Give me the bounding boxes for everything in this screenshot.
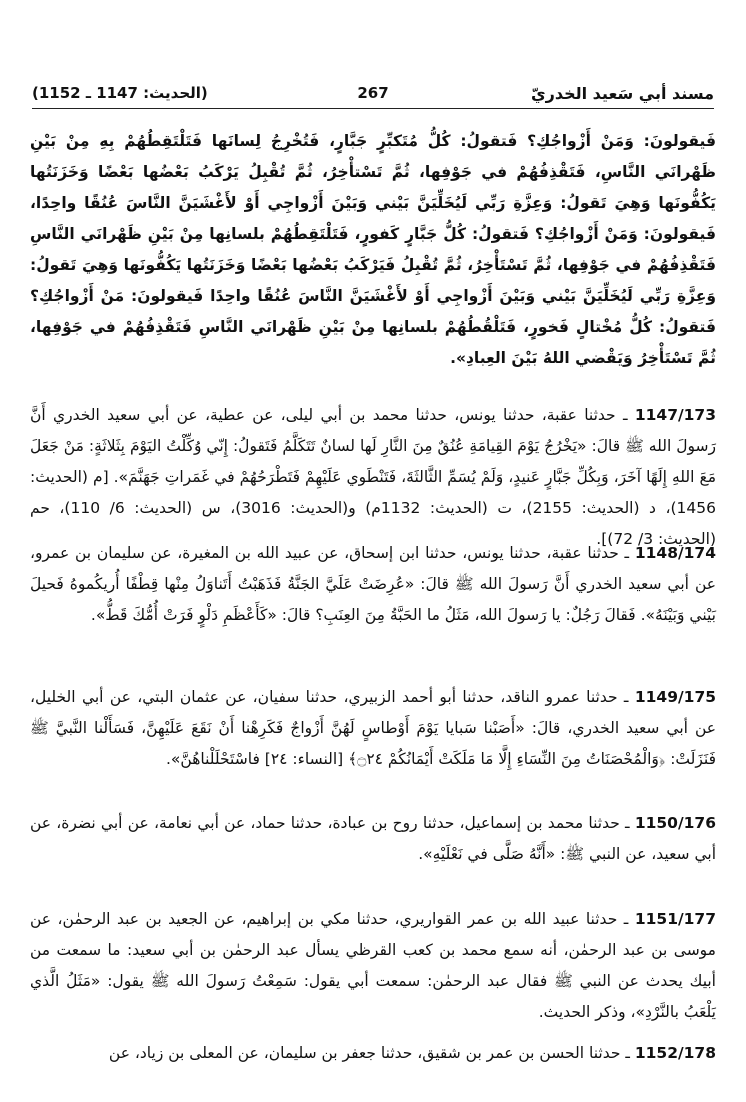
hadith-number: 1148/174 — [634, 544, 716, 562]
hadith-number: 1147/173 — [634, 406, 716, 424]
paragraph-text: ـ حدثنا الحسن بن عمر بن شقيق، حدثنا جعفر بن سليمان، عن المعلى بن زياد، عن — [108, 1044, 630, 1062]
paragraph-text: ـ حدثنا عمرو الناقد، حدثنا أبو أحمد الزبيري، حدثنا سفيان، عن عثمان البتي، عن أبي الخليل، عن أبي سعيد الخدري، قالَ: «أَصَبْنا سَبايا يَوْمَ أَوْطاسٍ لَهُنَّ أَزْواجٌ فَكَرِهْنا أَنْ نَقَعَ عَلَيْهِنَّ، فَسَأَلْنا النَّبيَّ ﷺ فَنَزَلَتْ: ﴿وَالْمُحْصَنَاتُ مِنَ النِّسَاءِ إِلَّا مَا مَلَكَتْ أَيْمَانُكُمْ ۝٢٤﴾ [النساء: ٢٤] فاسْتَحْلَلْناهُنَّ». — [30, 688, 716, 768]
hadith-1152 — [30, 1038, 716, 1069]
paragraph-text: ـ حدثنا محمد بن إسماعيل، حدثنا روح بن عبادة، حدثنا حماد، عن أبي نعامة، عن أبي نضرة، عن أبي سعيد، عن النبي ﷺ: «أَنَّهُ صَلَّى في نَعْلَيْهِ». — [30, 814, 716, 863]
hadith-1148 — [30, 538, 716, 631]
book-title: مسند أبي سَعيد الخدريّ — [530, 84, 714, 103]
hadith-number: 1149/175 — [634, 688, 717, 706]
hadith-1147 — [30, 400, 716, 555]
page-number: 267 — [357, 84, 389, 102]
hadith-number: 1150/176 — [634, 814, 716, 832]
hadith-range: (الحديث: 1147 ـ 1152) — [32, 84, 208, 102]
paragraph-text: ـ حدثنا عقبة، حدثنا يونس، حدثنا محمد بن أبي ليلى، عن عطية، عن أبي سعيد الخدري أَنَّ رَسولَ الله ﷺ قالَ: «يَخْرُجُ يَوْمَ القِيامَةِ عُنُقٌ مِنَ النَّارِ لَها لسانٌ تَتَكَلَّمُ فَتَقولُ: إِنّي وُكِّلْتُ اليَوْمَ بِثَلاثَةٍ: مَنْ جَعَلَ مَعَ اللهِ إِلَهًا آخَرَ، وَبِكُلِّ جَبَّارٍ عَنيدٍ، وَلَمْ يُسَمِّ الثَّالثَةَ، فَتَنْطَوي عَلَيْهِمْ فَتَطْرَحُهُمْ في غَمَراتِ جَهَنَّمَ». [م (الحديث: 1456)، د (الحديث: 2155)، ت (الحديث: 1132م) و(الحديث: 3016)، س (الحديث: 6/ 110)، حم (الحديث: 3/ 72)]. — [30, 406, 716, 548]
paragraph-text: فَيقولونَ: وَمَنْ أَزْواجُكِ؟ فَتقولُ: كُلُّ مُتَكبِّرٍ جَبَّارٍ، فَتُخْرِجُ لِسانَها فَتَلْتَقِطُهُمْ بِهِ مِنْ بَيْنِ ظَهْرانَي النَّاسِ، فَتَقْذِفُهُمْ في جَوْفِها، ثُمَّ تَسْتأْخِرُ، ثُمَّ تُقْبِلُ يَرْكَبُ بَعْضُها بَعْضًا وَخَزَنَتُها يَكُفُّونَها وَهِيَ تَقولُ: وَعِزَّةِ رَبِّي لَيُخَلِّيَنَّ بَيْني وَبَيْنَ أَزْواجِي أَوْ لأَغْشَيَنَّ النَّاسَ عُنُقًا واحِدًا، فَيقولونَ: وَمَنْ أَزْواجُكِ؟ فَتقولُ: كُلُّ جَبَّارٍ كَفورٍ، فَتَلْتَقِطُهُمْ بلسانِها مِنْ بَيْنِ ظَهْرانَي النَّاسِ فَتَقْذِفُهُمْ في جَوْفِها، ثُمَّ تَسْتَأْخِرُ، ثُمَّ تُقْبِلُ فَيَرْكَبُ بَعْضُها بَعْضًا وَخَزَنَتُها يَكُفُّونَها وَهِيَ تَقولُ: وَعِزَّةِ رَبِّي لَيُخَلِّيَنَّ بَيْني وَبَيْنَ أَزْواجِي أَوْ لأَغْشَيَنَّ النَّاسَ عُنُقًا واحِدًا فَيقولونَ: مَنْ أَزْواجُكِ؟ فَتقولُ: كُلُّ مُخْتالٍ فَخورٍ، فَتَلْقُطُهُمْ بلسانِها مِنْ بَيْنِ ظَهْرانَي النَّاسِ فَتَقْذِفُهُمْ في جَوْفِها، ثُمَّ تَسْتَأْخِرُ وَيَقْضي اللهُ بَيْنَ العِبادِ». — [30, 132, 716, 367]
hadith-1151 — [30, 904, 716, 1028]
paragraph-text: ـ حدثنا عقبة، حدثنا يونس، حدثنا ابن إسحاق، عن عبيد الله بن المغيرة، عن سليمان بن عمرو، عن أبي سعيد الخدري أَنَّ رَسولَ الله ﷺ قالَ: «عُرِضَتْ عَلَيَّ الجَنَّةُ فَذَهَبْتُ أَتَناوَلُ مِنْها قِطْفًا أُريكُموهُ فَحيلَ بَيْني وَبَيْنَهُ». فَقالَ رَجُلٌ: يا رَسولَ الله، مَثَلُ ما الحَبَّةُ مِنَ العِنَبِ؟ قالَ: «كَأَعْظَمِ دَلْوٍ فَرَتْ أُمُّكَ قَطُّ». — [30, 544, 716, 624]
hadith-number: 1152/178 — [634, 1044, 716, 1062]
hadith-1150 — [30, 808, 716, 870]
paragraph-text: ـ حدثنا عبيد الله بن عمر القواريري، حدثنا مكي بن إبراهيم، عن الجعيد بن عبد الرحمٰن، عن موسى بن عبد الرحمٰن، أنه سمع محمد بن كعب القرظي يسأل عبد الرحمٰن بن أبي سعيد: ما سمعت من أبيك يحدث عن النبي ﷺ فقال عبد الرحمٰن: سمعت أبي يقول: سَمِعْتُ رَسولَ الله ﷺ يقول: «مَثَلُ الَّذي يَلْعَبُ بالنَّرْدِ»، وذكر الحديث. — [30, 910, 716, 1021]
page-header — [32, 82, 714, 109]
paragraph-continuation — [30, 126, 716, 374]
hadith-number: 1151/177 — [634, 910, 716, 928]
hadith-1149 — [30, 682, 716, 775]
